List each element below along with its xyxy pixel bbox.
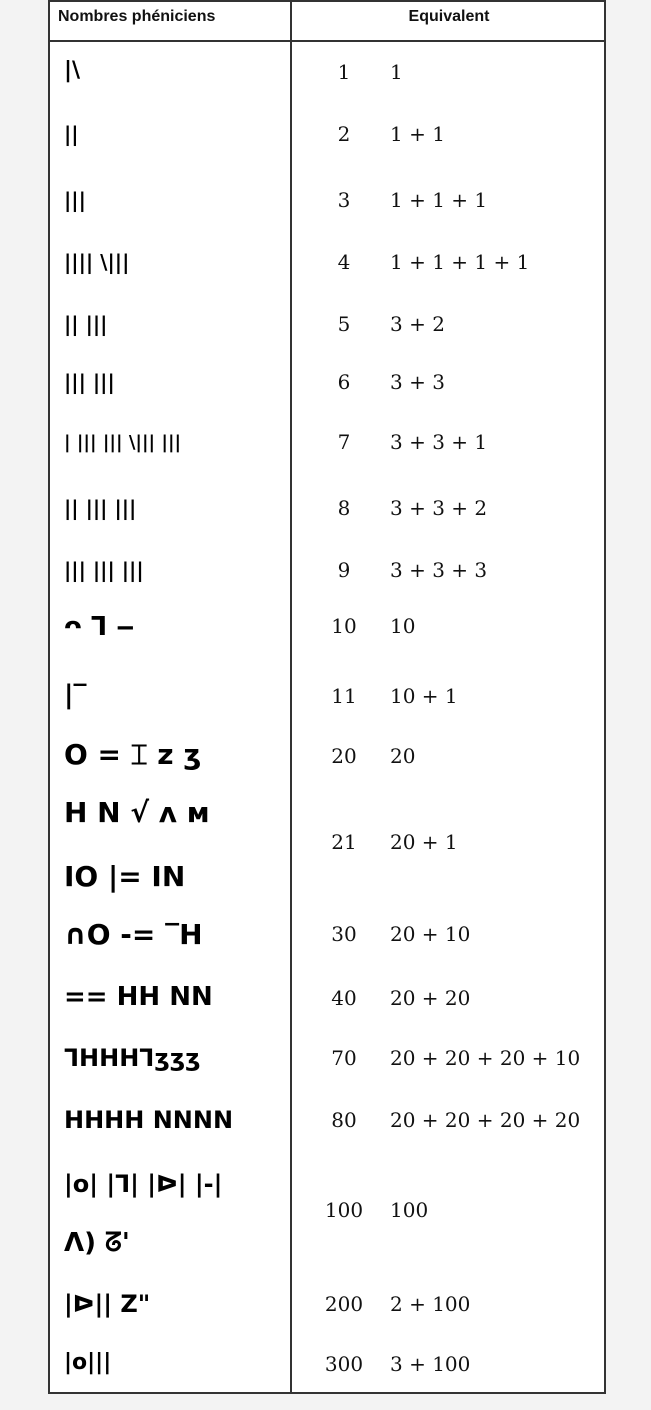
equivalent-value: 10 + 1 xyxy=(390,684,458,708)
equivalent-value: 1 + 1 + 1 xyxy=(390,188,488,212)
number-value: 7 xyxy=(337,430,351,454)
equivalent-value: 3 + 3 + 2 xyxy=(390,496,488,520)
equivalent-value: 1 + 1 + 1 + 1 xyxy=(390,250,530,274)
phoenician-symbols: HHHH NNNN xyxy=(64,1106,234,1134)
number-value: 300 xyxy=(324,1352,364,1376)
phoenician-symbols: ||| ||| ||| xyxy=(64,558,144,582)
phoenician-symbols: |ᐅ|| Z" xyxy=(64,1290,151,1318)
equivalent-value: 2 + 100 xyxy=(390,1292,471,1316)
number-value: 100 xyxy=(324,1198,364,1222)
number-value: 70 xyxy=(331,1046,357,1070)
equivalent-value: 3 + 100 xyxy=(390,1352,471,1376)
phoenician-symbols: ᴖ ᒣ ‒ xyxy=(64,612,135,642)
phoenician-numbers-table xyxy=(48,0,606,1394)
number-value: 3 xyxy=(337,188,351,212)
phoenician-symbols: || xyxy=(64,122,79,146)
equivalent-value: 3 + 2 xyxy=(390,312,445,336)
number-value: 10 xyxy=(331,614,357,638)
phoenician-symbols: == HH NN xyxy=(64,982,213,1012)
phoenician-symbols: |\ xyxy=(64,58,81,83)
equivalent-value: 1 + 1 xyxy=(390,122,445,146)
phoenician-symbols: | ||| ||| \||| ||| xyxy=(64,432,182,453)
number-value: 21 xyxy=(331,830,357,854)
number-value: 30 xyxy=(331,922,357,946)
phoenician-symbols: ∩O -= ‾H xyxy=(64,918,203,951)
number-value: 5 xyxy=(337,312,351,336)
phoenician-symbols: || ||| ||| xyxy=(64,496,137,520)
phoenician-symbols: ||| xyxy=(64,188,86,212)
phoenician-symbols: |o||| xyxy=(64,1350,112,1375)
equivalent-value: 20 + 20 xyxy=(390,986,471,1010)
equivalent-value: 20 xyxy=(390,744,416,768)
number-value: 9 xyxy=(337,558,351,582)
equivalent-value: 3 + 3 + 3 xyxy=(390,558,488,582)
phoenician-symbols: || ||| xyxy=(64,312,108,336)
equivalent-value: 20 + 10 xyxy=(390,922,471,946)
phoenician-symbols: |||| \||| xyxy=(64,250,130,274)
number-value: 1 xyxy=(337,60,351,84)
number-value: 40 xyxy=(331,986,357,1010)
header-equivalent: Equivalent xyxy=(408,8,490,25)
equivalent-value: 1 xyxy=(390,60,403,84)
number-value: 8 xyxy=(337,496,351,520)
equivalent-value: 10 xyxy=(390,614,416,638)
equivalent-value: 20 + 1 xyxy=(390,830,458,854)
number-value: 80 xyxy=(331,1108,357,1132)
number-value: 4 xyxy=(337,250,351,274)
equivalent-value: 20 + 20 + 20 + 20 xyxy=(390,1108,581,1132)
phoenician-symbols: H N √ ʌ м xyxy=(64,796,210,829)
equivalent-value: 20 + 20 + 20 + 10 xyxy=(390,1046,581,1070)
number-value: 6 xyxy=(337,370,351,394)
number-value: 200 xyxy=(324,1292,364,1316)
phoenician-symbols: ||| ||| xyxy=(64,370,115,394)
number-value: 20 xyxy=(331,744,357,768)
number-value: 2 xyxy=(337,122,351,146)
phoenician-symbols: ᒣHHHᒣʒʒʒ xyxy=(64,1044,201,1072)
phoenician-symbols-alt: ᐱ) ᘔ' xyxy=(64,1228,130,1258)
header-rule xyxy=(50,40,604,42)
equivalent-value: 3 + 3 xyxy=(390,370,445,394)
header-phoenician-numbers: Nombres phéniciens xyxy=(58,8,216,25)
phoenician-symbols-alt: IO |= IN xyxy=(64,860,186,893)
phoenician-symbols: |o| |ᒣ| |ᐅ| |-| xyxy=(64,1170,223,1198)
equivalent-value: 3 + 3 + 1 xyxy=(390,430,488,454)
phoenician-symbols: |‾ xyxy=(64,680,87,710)
number-value: 11 xyxy=(331,684,357,708)
column-divider xyxy=(290,0,292,1392)
equivalent-value: 100 xyxy=(390,1198,429,1222)
phoenician-symbols: O = ⌶ z ʒ xyxy=(64,738,202,771)
